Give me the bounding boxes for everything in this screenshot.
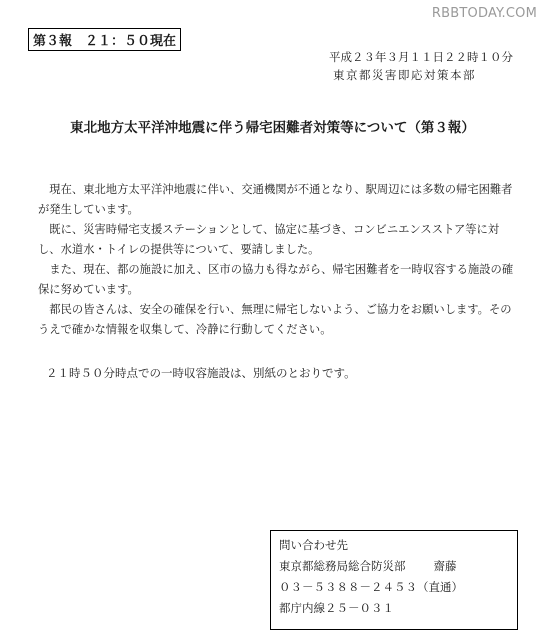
issuer: 東京都災害即応対策本部 bbox=[333, 68, 476, 82]
contact-box bbox=[270, 530, 518, 630]
paragraph: 都民の皆さんは、安全の確保を行い、無理に帰宅しないよう、ご協力をお願いします。そのうえで確かな情報を収集して、冷静に行動してください。 bbox=[38, 303, 512, 336]
date-line: 平成２３年３月１１日２２時１０分 bbox=[329, 50, 513, 64]
report-label: 第３報 ２１：５０現在 bbox=[28, 28, 181, 51]
body-text bbox=[38, 180, 518, 340]
contact-heading: 問い合わせ先 bbox=[279, 538, 348, 552]
facility-notice: ２１時５０分時点での一時収容施設は、別紙のとおりです。 bbox=[46, 366, 356, 380]
watermark: RBBTODAY.COM bbox=[431, 6, 537, 21]
contact-phone: ０３－５３８８－２４５３（直通） bbox=[279, 580, 463, 594]
date-block bbox=[329, 48, 513, 84]
contact-extension: 都庁内線２５－０３１ bbox=[279, 601, 394, 615]
contact-department-line bbox=[279, 556, 509, 577]
contact-department: 東京都総務局総合防災部 bbox=[279, 559, 406, 573]
paragraph: 現在、東北地方太平洋沖地震に伴い、交通機関が不通となり、駅周辺には多数の帰宅困難者が発生しています。 bbox=[38, 183, 513, 216]
paragraph: 既に、災害時帰宅支援ステーションとして、協定に基づき、コンビニエンスストア等に対し、水道水・トイレの提供等について、要請しました。 bbox=[38, 223, 500, 256]
paragraph: また、現在、都の施設に加え、区市の協力も得ながら、帰宅困難者を一時収容する施設の確保に努めています。 bbox=[38, 263, 514, 296]
document-title: 東北地方太平洋沖地震に伴う帰宅困難者対策等について（第３報） bbox=[70, 120, 475, 136]
contact-person: 齋藤 bbox=[433, 559, 457, 573]
